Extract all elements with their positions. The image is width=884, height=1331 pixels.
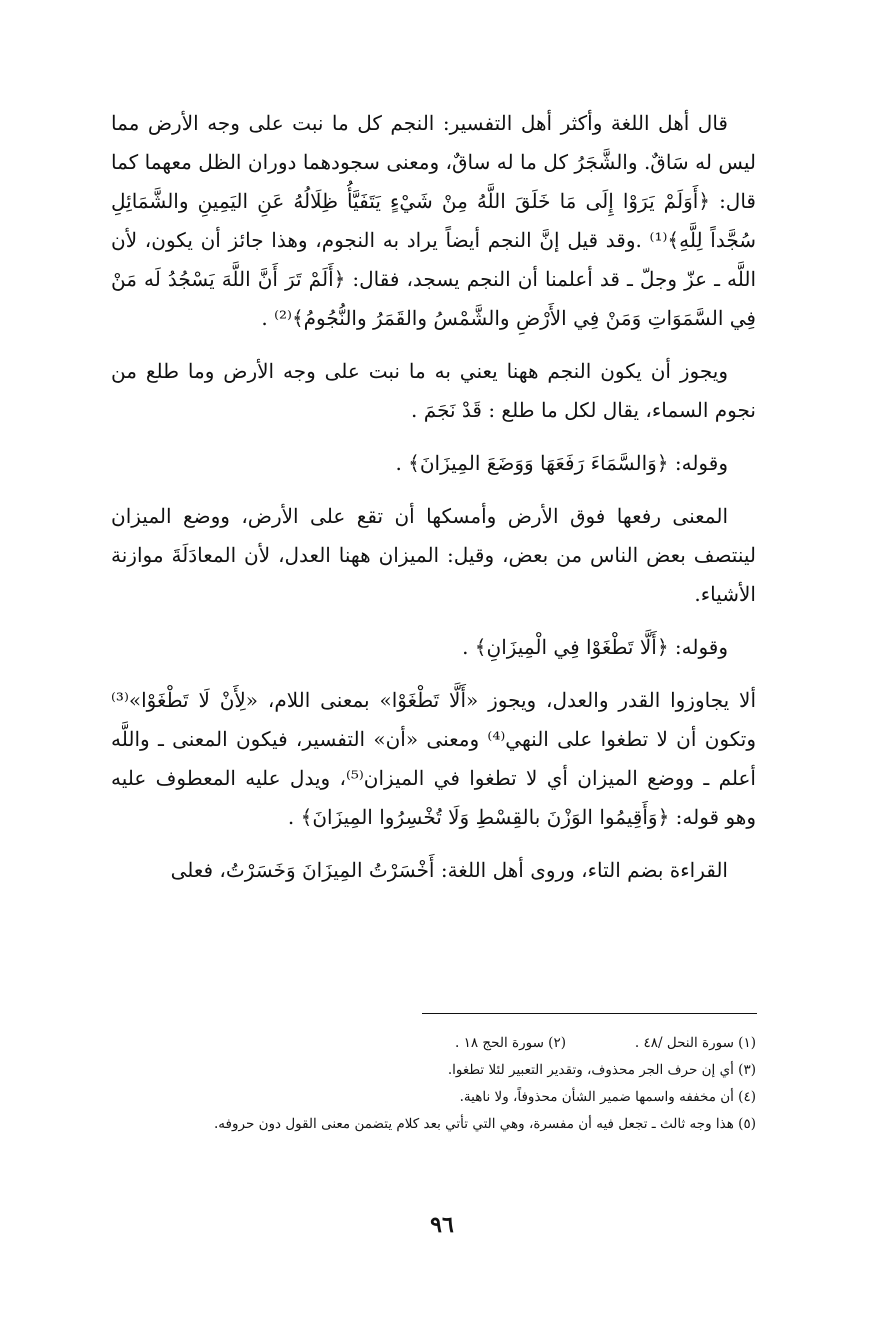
paragraph-6: ألا يجاوزوا القدر والعدل، ويجوز «أَلَّا تَطْغَوْا» بمعنى اللام، «لِأَنْ لَا تَطْغَوْا»⁽³⁾ وتكون أن لا تطغوا على النهي⁽⁴⁾ ومعنى «أن» التفسير، فيكون المعنى ـ واللَّه أعلم ـ ووضع الميزان أي لا تطغوا في الميزان⁽⁵⁾، ويدل عليه المعطوف عليه وهو قوله: ﴿وَأَقِيمُوا الوَزْنَ بالقِسْطِ وَلَا تُخْسِرُوا المِيزَانَ﴾ . xyxy=(111,688,756,829)
footnote-3: (٣) أي إن حرف الجر محذوف، وتقدير التعبير لئلا تطغوا. xyxy=(447,1062,756,1078)
page-number: ٩٦ xyxy=(430,1212,454,1238)
footnote-divider xyxy=(422,1013,757,1014)
body-text xyxy=(111,104,756,904)
paragraph-4: المعنى رفعها فوق الأرض وأمسكها أن تقع على الأرض، ووضع الميزان لينتصف بعض الناس من بعض، وقيل: الميزان ههنا العدل، لأن المعادَلَةَ موازنة الأشياء. xyxy=(111,504,756,606)
footnote-2: (٢) سورة الحج ١٨ . xyxy=(455,1035,566,1051)
footnote-row xyxy=(76,1030,756,1057)
footnote-5: (٥) هذا وجه ثالث ـ تجعل فيه أن مفسرة، وهي التي تأتي بعد كلام يتضمن معنى القول دون حروفه. xyxy=(214,1116,756,1132)
paragraph-1: قال أهل اللغة وأكثر أهل التفسير: النجم كل ما نبت على وجه الأرض مما ليس له سَاقٌ. والشَّجَرُ كل ما له ساقٌ، ومعنى سجودهما دوران الظل معهما كما قال: ﴿أَوَلَمْ يَرَوْا إِلَى مَا خَلَقَ اللَّهُ مِنْ شَيْءٍ يَتَفَيَّأُ ظِلَالُهُ عَنِ اليَمِينِ والشَّمَائِلِ سُجَّداً لِلَّهِ﴾⁽¹⁾ .وقد قيل إنَّ النجم أيضاً يراد به النجوم، وهذا جائز أن يكون، لأن اللَّه ـ عزّ وجلّ ـ قد أعلمنا أن النجم يسجد، فقال: ﴿أَلَمْ تَرَ أَنَّ اللَّهَ يَسْجُدُ لَه مَنْ فِي السَّمَوَاتِ وَمَنْ فِي الأَرْضِ والشَّمْسُ والقَمَرُ والنُّجُومُ﴾⁽²⁾ . xyxy=(111,111,756,330)
paragraph-2: ويجوز أن يكون النجم ههنا يعني به ما نبت على وجه الأرض وما طلع من نجوم السماء، يقال لكل ما طلع : قَدْ نَجَمَ . xyxy=(111,359,756,422)
paragraph-5: وقوله: ﴿أَلَّا تَطْغَوْا فِي الْمِيزَانِ﴾ . xyxy=(462,635,728,659)
footnotes xyxy=(76,1030,756,1138)
footnote-1: (١) سورة النحل /٤٨ . xyxy=(634,1035,756,1051)
paragraph-3: وقوله: ﴿وَالسَّمَاءَ رَفَعَهَا وَوَضَعَ المِيزَانَ﴾ . xyxy=(395,451,728,475)
footnote-4: (٤) أن مخففه واسمها ضمير الشأن محذوفاً، ولا ناهية. xyxy=(459,1089,756,1105)
paragraph-7: القراءة بضم التاء، وروى أهل اللغة: أَخْسَرْتُ المِيزَانَ وَخَسَرْتُ، فعلى xyxy=(170,858,728,882)
